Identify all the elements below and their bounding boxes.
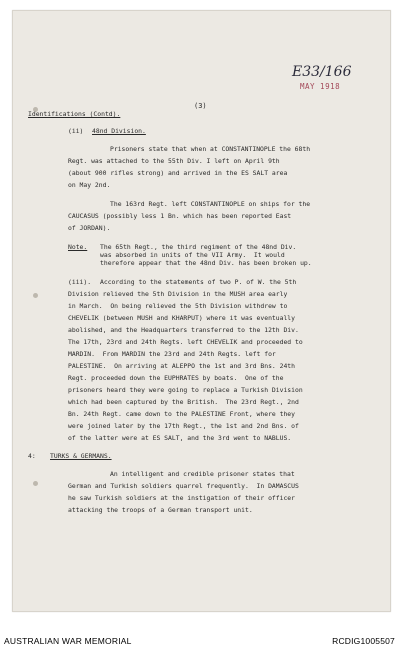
document-page: [12, 10, 391, 612]
text-line: German and Turkish soldiers quarrel frequently. In DAMASCUS: [68, 482, 299, 490]
text-line: Regt. proceeded down the EUPHRATES by boats. One of the: [68, 374, 284, 382]
text-line: were joined later by the 17th Regt., the 1st and 2nd Bns. of: [68, 422, 299, 430]
date-stamp: MAY 1918: [300, 82, 341, 91]
text-line: he saw Turkish soldiers at the instigation of their officer: [68, 494, 296, 502]
text-line: Division relieved the 5th Division in the MUSH area early: [68, 290, 288, 298]
text-line: According to the statements of two P. of W. the 5th: [100, 278, 297, 286]
subsection-title: 48nd Division.: [92, 127, 146, 135]
text-line: in March. On being relieved the 5th Division withdrew to: [68, 302, 288, 310]
footer-record-id: RCDIG1005507: [332, 636, 395, 646]
footer-source: AUSTRALIAN WAR MEMORIAL: [4, 636, 132, 646]
text-line: MARDIN. From MARDIN the 23rd and 24th Regts. left for: [68, 350, 276, 358]
text-line: Prisoners state that when at CONSTANTINOPLE the 68th: [110, 145, 311, 153]
text-line: on May 2nd.: [68, 181, 111, 189]
text-line: attacking the troops of a German transport unit.: [68, 506, 253, 514]
punch-hole: [33, 293, 38, 298]
footer-bar: [0, 636, 401, 654]
text-line: Bn. 24th Regt. came down to the PALESTINE Front, where they: [68, 410, 296, 418]
text-line: of JORDAN).: [68, 224, 111, 232]
note-label: Note.: [68, 243, 88, 251]
subsection-number: (iii).: [68, 278, 92, 286]
text-line: The 17th, 23rd and 24th Regts. left CHEVELIK and proceeded to: [68, 338, 303, 346]
text-line: of the latter were at ES SALT, and the 3rd went to NABLUS.: [68, 434, 292, 442]
text-line: (about 900 rifles strong) and arrived in the ES SALT area: [68, 169, 288, 177]
section-heading: Identifications (Contd).: [28, 110, 121, 118]
note-line: The 65th Regt., the third regiment of the 48nd Div.: [100, 243, 297, 251]
text-line: PALESTINE. On arriving at ALEPPO the 1st and 3rd Bns. 24th: [68, 362, 296, 370]
handwritten-reference: E33/166: [292, 64, 352, 80]
text-line: prisoners heard they were going to replace a Turkish Division: [68, 386, 303, 394]
note-line: therefore appear that the 48nd Div. has been broken up.: [100, 259, 312, 267]
text-line: CHEVELIK (between MUSH and KHARPUT) where it was eventually: [68, 314, 296, 322]
text-line: An intelligent and credible prisoner states that: [110, 470, 295, 478]
text-line: which had been captured by the British. The 23rd Regt., 2nd: [68, 398, 299, 406]
section-number: 4:: [28, 452, 36, 460]
note-line: was absorbed in units of the VII Army. It would: [100, 251, 285, 259]
text-line: The 163rd Regt. left CONSTANTINOPLE on ships for the: [110, 200, 311, 208]
section-title: TURKS & GERMANS.: [50, 452, 112, 460]
punch-hole: [33, 481, 38, 486]
text-line: abolished, and the Headquarters transferred to the 12th Div.: [68, 326, 299, 334]
page-number: (3): [194, 102, 207, 110]
subsection-number: (ii): [68, 127, 84, 135]
text-line: CAUCASUS (possibly less 1 Bn. which has been reported East: [68, 212, 292, 220]
text-line: Regt. was attached to the 55th Div. I left on April 9th: [68, 157, 280, 165]
punch-holes: [33, 11, 39, 611]
